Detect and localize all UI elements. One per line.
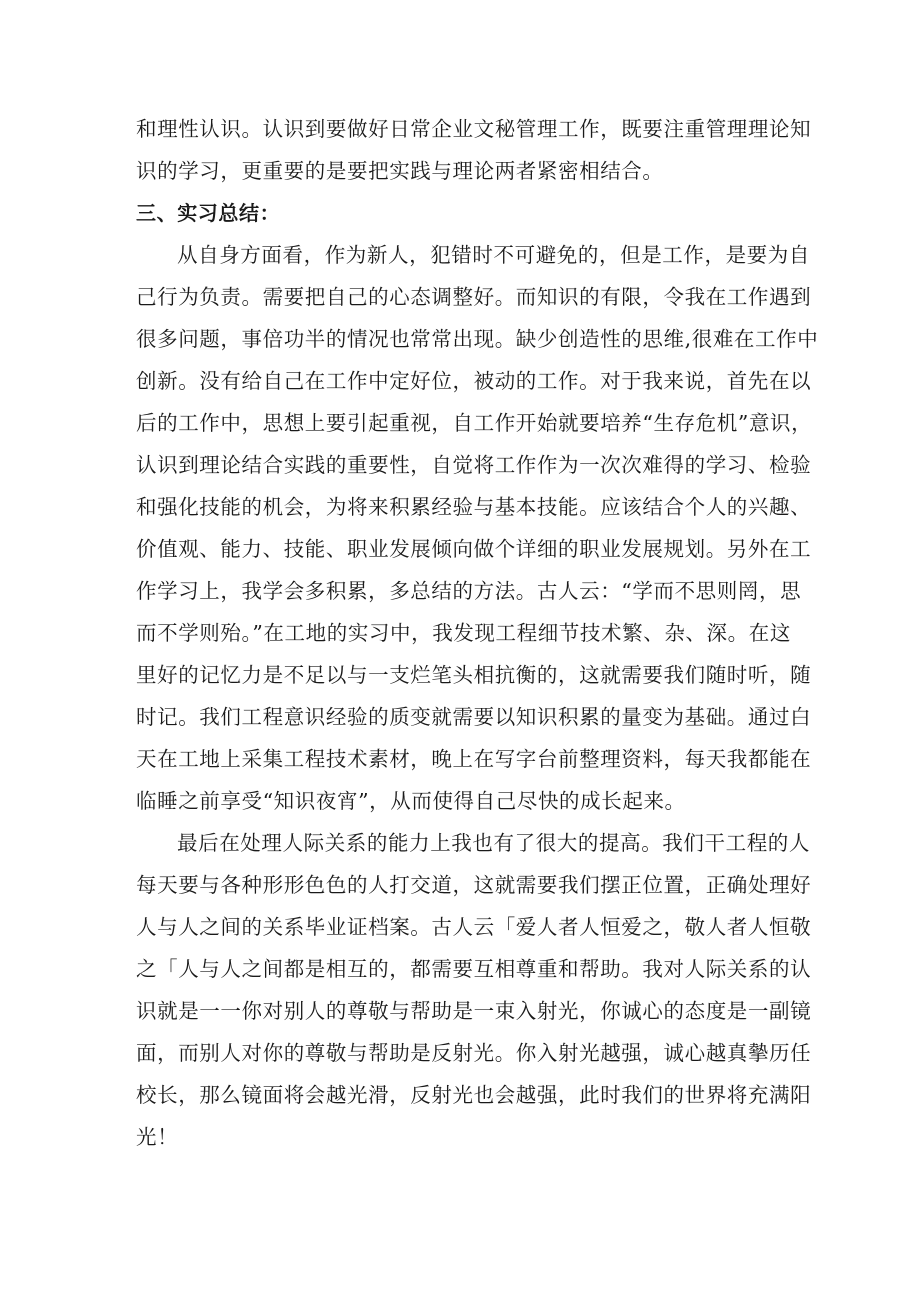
text-line: 里好的记忆力是不足以与一支烂笔头相抗衡的，这就需要我们随时听，随	[136, 663, 812, 687]
text-line: 从自身方面看，作为新人，犯错时不可避免的，但是工作，是要为自	[177, 243, 810, 267]
text-line: 认识到理论结合实践的重要性，自觉将工作作为一次次难得的学习、检验	[136, 453, 812, 477]
text-line: 校长，那么镜面将会越光滑，反射光也会越强，此时我们的世界将充满阳	[136, 1083, 812, 1107]
text-line: 和强化技能的机会，为将来积累经验与基本技能。应该结合个人的兴趣、	[136, 495, 812, 519]
text-line: 之「人与人之间都是相互的，都需要互相尊重和帮助。我对人际关系的认	[136, 957, 812, 981]
text-line: 创新。没有给自己在工作中定好位，被动的工作。对于我来说，首先在以	[136, 369, 812, 393]
text-line: 时记。我们工程意识经验的质变就需要以知识积累的量变为基础。通过白	[136, 705, 812, 729]
text-line: 临睡之前享受“知识夜宵”，从而使得自己尽快的成长起来。	[136, 789, 686, 813]
text-line: 最后在处理人际关系的能力上我也有了很大的提高。我们干工程的人	[177, 831, 810, 855]
section-heading: 三、实习总结：	[136, 201, 281, 225]
text-line: 很多问题，事倍功半的情况也常常出现。缺少创造性的思维,很难在工作中	[136, 327, 819, 351]
text-line: 和理性认识。认识到要做好日常企业文秘管理工作，既要注重管理理论知	[136, 117, 812, 141]
text-line: 识就是一一你对别人的尊敬与帮助是一束入射光，你诚心的态度是一副镜	[136, 999, 812, 1023]
text-line: 每天要与各种形形色色的人打交道，这就需要我们摆正位置，正确处理好	[136, 873, 812, 897]
text-line: 面，而别人对你的尊敬与帮助是反射光。你入射光越强，诚心越真摰历任	[136, 1041, 812, 1065]
text-line: 人与人之间的关系毕业证档案。古人云「爱人者人恒爱之，敬人者人恒敬	[136, 915, 812, 939]
text-line: 而不学则殆。”在工地的实习中，我发现工程细节技术繁、杂、深。在这	[136, 621, 791, 645]
text-line: 光！	[136, 1125, 179, 1149]
text-line: 己行为负责。需要把自己的心态调整好。而知识的有限，令我在工作遇到	[136, 285, 812, 309]
text-line: 后的工作中，思想上要引起重视，自工作开始就要培养“生存危机”意识，	[136, 411, 813, 435]
text-line: 天在工地上采集工程技术素材，晚上在写字台前整理资料，每天我都能在	[136, 747, 812, 771]
text-line: 价值观、能力、技能、职业发展倾向做个详细的职业发展规划。另外在工	[136, 537, 812, 561]
text-line: 识的学习，更重要的是要把实践与理论两者紧密相结合。	[136, 159, 664, 183]
document-body	[136, 108, 819, 1158]
text-line: 作学习上，我学会多积累，多总结的方法。古人云：“学而不思则罔，思	[136, 579, 802, 603]
